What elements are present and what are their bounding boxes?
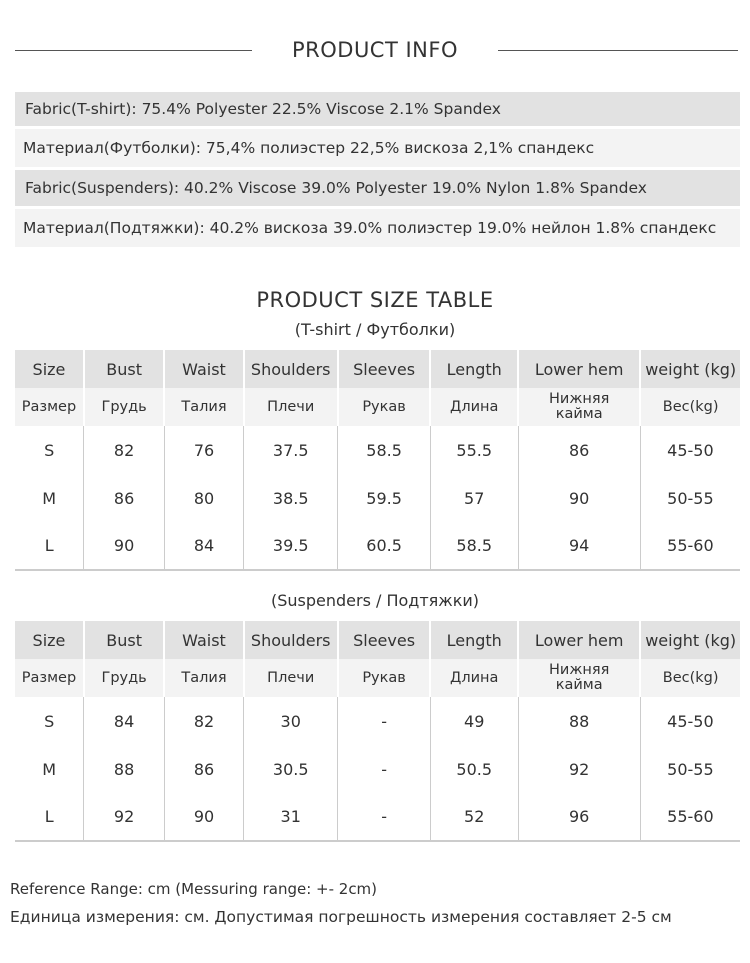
table-cell: 59.5 [338,474,431,522]
column-header: Shoulders [244,350,338,388]
table-cell: 30.5 [244,745,338,793]
column-header: Shoulders [244,621,338,659]
table-cell: 86 [84,474,164,522]
table-cell: 88 [84,745,164,793]
table-subtitle: (Suspenders / Подтяжки) [270,591,480,610]
column-header-ru: Талия [164,388,243,426]
column-header-ru: Нижняя кайма [518,388,640,426]
table-cell: M [42,759,57,779]
table-cell: 90 [84,522,164,570]
table-cell: 37.5 [244,426,338,474]
table-cell: 90 [164,793,243,841]
column-header-ru: Плечи [244,659,338,697]
table-cell: 92 [84,793,164,841]
column-header: Length [430,350,518,388]
header-row [15,350,740,388]
column-header: Bust [84,350,164,388]
column-header-ru: Размер [15,388,84,426]
column-header: weight (kg) [640,350,740,388]
table-cell: M [42,488,57,508]
size-table-title: PRODUCT SIZE TABLE [256,288,494,312]
table-cell: 58.5 [430,522,518,570]
table-cell: 55.5 [430,426,518,474]
column-header: Bust [84,621,164,659]
table-cell: 86 [518,426,640,474]
table-cell: 96 [518,793,640,841]
table-cell: 39.5 [244,522,338,570]
fabric-row: Fabric(Suspenders): 40.2% Viscose 39.0% Polyester 19.0% Nylon 1.8% Spandex [15,170,740,206]
table-cell: 94 [518,522,640,570]
table-cell: 84 [84,697,164,745]
column-header: Lower hem [518,350,640,388]
fabric-row: Материал(Подтяжки): 40.2% вискоза 39.0% полиэстер 19.0% нейлон 1.8% спандекс [15,209,740,247]
table-cell: 50-55 [640,474,740,522]
table-cell: - [338,745,431,793]
table-row [15,522,740,570]
header-row-ru [15,388,740,426]
column-header: weight (kg) [640,621,740,659]
table-cell: L [15,793,84,841]
table-cell: L [15,522,84,570]
column-header-ru: Длина [430,388,518,426]
column-header-ru: Вес(kg) [640,659,740,697]
table-cell: 55-60 [640,522,740,570]
table-cell: 50-55 [640,745,740,793]
column-header-ru: Длина [430,659,518,697]
table-subtitle: (T-shirt / Футболки) [294,320,456,339]
table-cell: 58.5 [338,426,431,474]
table-row [15,426,740,474]
table-cell: 82 [164,697,243,745]
table-cell: 57 [430,474,518,522]
divider-right [498,50,738,51]
table-cell: 92 [518,745,640,793]
table-cell: 38.5 [244,474,338,522]
column-header-ru: Рукав [338,659,431,697]
header-row [15,621,740,659]
table-row [15,793,740,841]
fabric-row: Fabric(T-shirt): 75.4% Polyester 22.5% Viscose 2.1% Spandex [15,92,740,126]
table-cell: 30 [244,697,338,745]
table-row [15,697,740,745]
table-cell: 45-50 [640,426,740,474]
fabric-row: Материал(Футболки): 75,4% полиэстер 22,5% вискоза 2,1% спандекс [15,129,740,167]
header-row-ru [15,659,740,697]
table-cell: 55-60 [640,793,740,841]
table-cell: 45-50 [640,697,740,745]
product-info-title: PRODUCT INFO [291,38,458,62]
table-cell: 50.5 [430,745,518,793]
table-row [15,474,740,522]
column-header-ru: Вес(kg) [640,388,740,426]
table-cell: S [44,711,55,731]
column-header-ru: Плечи [244,388,338,426]
table-cell: 90 [518,474,640,522]
column-header: Sleeves [338,350,431,388]
table-cell: S [44,440,55,460]
table-row [15,745,740,793]
column-header: Size [15,621,84,659]
table-cell: - [338,793,431,841]
table-cell: - [338,697,431,745]
table-cell: 86 [164,745,243,793]
suspenders-size-table [15,621,740,842]
column-header: Length [430,621,518,659]
table-cell: 82 [84,426,164,474]
reference-note-ru: Единица измерения: см. Допустимая погрешность измерения составляет 2-5 см [10,908,672,926]
table-cell: 31 [244,793,338,841]
column-header-ru: Размер [15,659,84,697]
column-header: Waist [164,621,243,659]
column-header: Waist [164,350,243,388]
column-header: Size [15,350,84,388]
table-cell: 52 [430,793,518,841]
table-cell: 80 [164,474,243,522]
table-cell: 84 [164,522,243,570]
column-header-ru: Талия [164,659,243,697]
column-header-ru: Грудь [84,659,164,697]
table-cell: 49 [430,697,518,745]
table-cell: 76 [164,426,243,474]
tshirt-size-table [15,350,740,571]
reference-note: Reference Range: cm (Messuring range: +- 2cm) [10,880,378,898]
table-cell: 88 [518,697,640,745]
column-header: Lower hem [518,621,640,659]
column-header-ru: Нижняя кайма [518,659,640,697]
table-cell: 60.5 [338,522,431,570]
column-header-ru: Рукав [338,388,431,426]
column-header: Sleeves [338,621,431,659]
column-header-ru: Грудь [84,388,164,426]
